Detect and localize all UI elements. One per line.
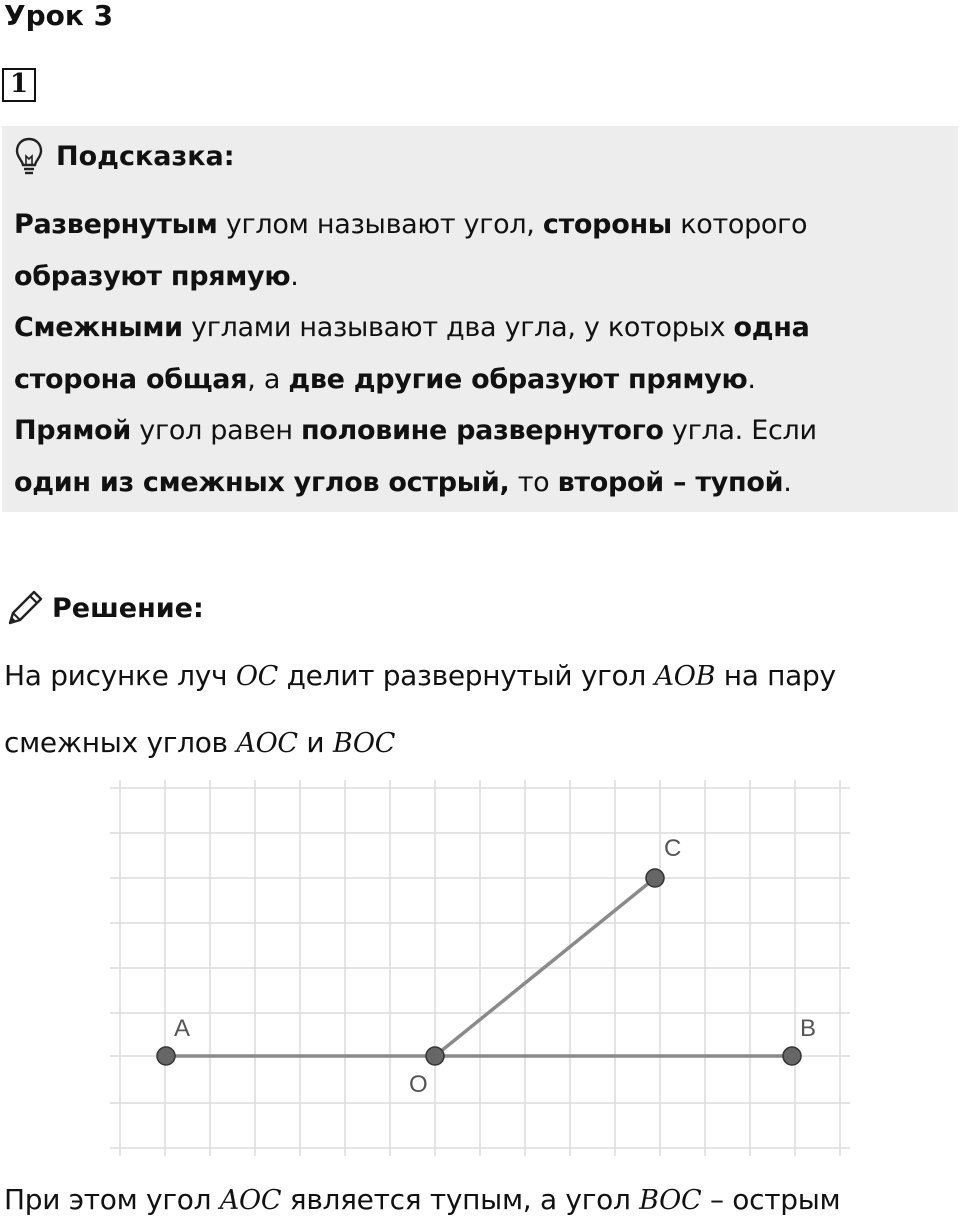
label-A: A (174, 1015, 191, 1042)
hint-heading-label: Подсказка: (56, 140, 235, 172)
text-run: При этом угол (4, 1183, 220, 1216)
label-C: C (664, 835, 682, 862)
pencil-icon (4, 587, 46, 629)
hint-line (14, 251, 944, 303)
text-run: делит развернутый угол (278, 659, 655, 692)
solution-line-1 (4, 656, 836, 697)
math-term: AOB (654, 661, 716, 692)
math-term: AOC (219, 1185, 282, 1216)
hint-line (14, 457, 944, 509)
hint-box (2, 126, 958, 512)
bold-term: один из смежных углов острый, (14, 466, 510, 498)
hint-heading (14, 136, 235, 176)
text-run: то (509, 466, 558, 498)
math-term: AOC (236, 728, 298, 759)
text-run: и (297, 726, 333, 759)
hint-line (14, 354, 944, 406)
grid (110, 780, 850, 1156)
bold-term: стороны (542, 209, 672, 240)
text-run: смежных углов (4, 726, 237, 759)
bold-term: две другие образуют прямую (288, 363, 748, 395)
bold-term: второй – тупой (557, 466, 784, 498)
lightbulb-icon (14, 136, 44, 176)
hint-body (14, 199, 944, 508)
math-term: OC (235, 661, 279, 692)
text-run: углами называют два угла, у которых (182, 312, 734, 343)
lesson-title: Урок 3 (4, 0, 114, 32)
text-run: . (783, 466, 792, 498)
text-run: углом называют угол, (217, 209, 543, 240)
hint-line (14, 405, 944, 457)
task-number: 1 (2, 68, 36, 102)
text-run: , а (247, 363, 289, 395)
bold-term: Развернутым (14, 209, 218, 240)
text-run: . (290, 260, 299, 292)
solution-heading-label: Решение: (52, 592, 204, 624)
text-run: угла. Если (663, 415, 817, 446)
bold-term: сторона общая (14, 363, 248, 395)
bold-term: Прямой (14, 415, 131, 446)
bold-term: Смежными (14, 312, 183, 343)
bold-term: половине развернутого (300, 415, 664, 446)
label-O: O (409, 1071, 428, 1098)
text-run: На рисунке луч (4, 659, 236, 692)
text-run: – острым (701, 1183, 841, 1216)
solution-heading (4, 586, 204, 630)
bold-term: одна (733, 312, 810, 343)
label-B: B (800, 1015, 817, 1042)
angle-figure (110, 780, 850, 1160)
math-term: BOC (639, 1185, 702, 1216)
ray-OC (435, 878, 655, 1056)
text-run: . (747, 363, 756, 395)
solution-line-3 (4, 1180, 840, 1221)
math-term: BOC (332, 728, 396, 759)
text-run: на пару (715, 659, 836, 692)
bold-term: образуют прямую (14, 260, 291, 292)
text-run: которого (671, 209, 808, 240)
point-A (157, 1047, 175, 1065)
hint-line (14, 302, 944, 354)
point-O (426, 1047, 444, 1065)
text-run: угол равен (131, 415, 301, 446)
point-C (646, 869, 664, 887)
solution-line-2 (4, 723, 395, 764)
hint-line (14, 199, 944, 251)
text-run: является тупым, а угол (281, 1183, 640, 1216)
point-B (783, 1047, 801, 1065)
